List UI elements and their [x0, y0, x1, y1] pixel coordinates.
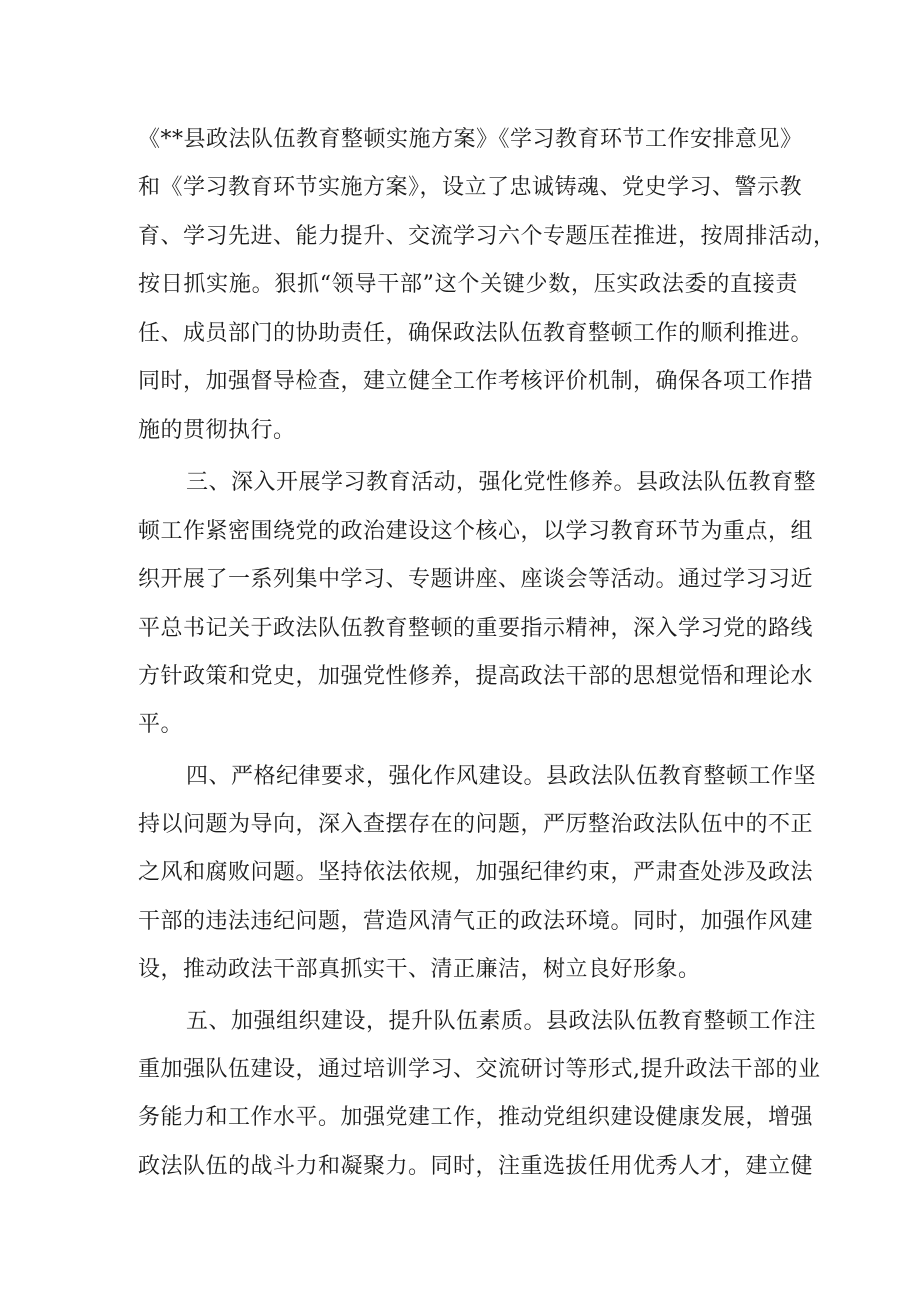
paragraph-continuation-line-3: 育、学习先进、能力提升、交流学习六个专题压茬推进，按周排活动， [138, 224, 836, 249]
section-3-line-2: 顿工作紧密围绕党的政治建设这个核心，以学习教育环节为重点，组 [138, 519, 814, 544]
section-5-line-1: 五、加强组织建设，提升队伍素质。县政法队伍教育整顿工作注 [186, 1009, 817, 1034]
section-4-line-1: 四、严格纪律要求，强化作风建设。县政法队伍教育整顿工作坚 [186, 764, 817, 789]
section-5-line-2: 重加强队伍建设，通过培训学习、交流研讨等形式,提升政法干部的业 [138, 1057, 821, 1082]
section-3-line-5: 方针政策和党史，加强党性修养，提高政法干部的思想觉悟和理论水 [138, 664, 814, 689]
paragraph-continuation-line-7: 施的贯彻执行。 [138, 418, 296, 443]
section-4-line-4: 干部的违法违纪问题，营造风清气正的政法环境。同时，加强作风建 [138, 909, 814, 934]
section-3-line-4: 平总书记关于政法队伍教育整顿的重要指示精神，深入学习党的路线 [138, 616, 814, 641]
section-3-line-3: 织开展了一系列集中学习、专题讲座、座谈会等活动。通过学习习近 [138, 567, 814, 592]
paragraph-continuation-line-4: 按日抓实施。狠抓“领导干部”这个关键少数，压实政法委的直接责 [138, 272, 798, 297]
section-5-line-3: 务能力和工作水平。加强党建工作，推动党组织建设健康发展，增强 [138, 1105, 814, 1130]
section-4-line-5: 设，推动政法干部真抓实干、清正廉洁，树立良好形象。 [138, 957, 701, 982]
paragraph-continuation-line-1: 《**县政法队伍教育整顿实施方案》《学习教育环节工作安排意见》 [138, 127, 803, 152]
section-4-line-2: 持以问题为导向，深入查摆存在的问题，严厉整治政法队伍中的不正 [138, 812, 814, 837]
section-3-line-6: 平。 [138, 712, 184, 737]
section-5-line-4: 政法队伍的战斗力和凝聚力。同时，注重选拔任用优秀人才，建立健 [138, 1154, 814, 1179]
section-3-line-1: 三、深入开展学习教育活动，强化党性修养。县政法队伍教育整 [186, 470, 817, 495]
paragraph-continuation-line-5: 任、成员部门的协助责任，确保政法队伍教育整顿工作的顺利推进。 [138, 321, 814, 346]
paragraph-continuation-line-6: 同时，加强督导检查，建立健全工作考核评价机制，确保各项工作措 [138, 369, 814, 394]
paragraph-continuation-line-2: 和《学习教育环节实施方案》，设立了忠诚铸魂、党史学习、警示教 [138, 175, 803, 200]
section-4-line-3: 之风和腐败问题。坚持依法依规，加强纪律约束，严肃查处涉及政法 [138, 860, 814, 885]
